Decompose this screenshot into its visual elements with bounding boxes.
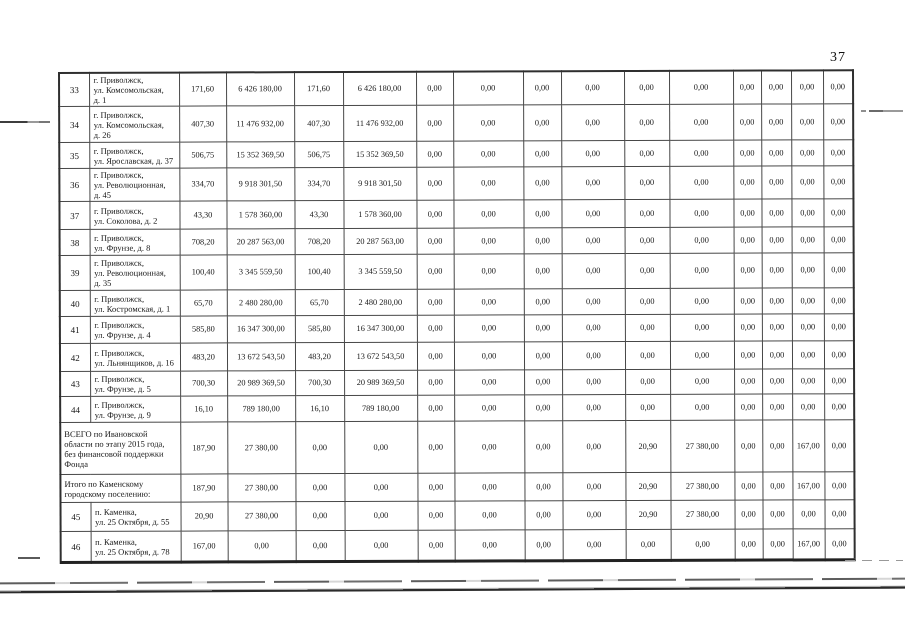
address-cell: г. Приволжск, ул. Фрунзе, д. 5 [90,371,180,396]
value-cell: 0,00 [735,529,763,560]
value-cell: 0,00 [792,253,824,288]
value-cell: 0,00 [733,166,761,199]
scan-dash-left-bottom [18,557,40,559]
table-row-42 [60,341,854,372]
value-cell: 0,00 [670,314,734,341]
value-cell: 0,00 [524,370,562,395]
value-cell: 0,00 [669,140,733,166]
value-cell: 0,00 [454,254,524,289]
value-cell: 0,00 [417,342,454,370]
value-cell: 0,00 [453,200,523,228]
value-cell: 0,00 [625,227,670,253]
value-cell: 0,00 [344,421,417,473]
value-cell: 0,00 [524,342,562,370]
value-cell: 483,20 [295,343,344,371]
table-row-41 [60,314,854,344]
table-row-40 [60,288,854,317]
value-cell: 0,00 [524,289,562,315]
value-cell: 0,00 [824,341,854,369]
value-cell: 0,00 [453,141,523,167]
value-cell: 1 578 360,00 [343,200,416,228]
value-cell: 0,00 [523,167,561,200]
value-cell: 0,00 [761,166,791,199]
value-cell: 0,00 [824,369,854,394]
value-cell: 0,00 [417,370,454,395]
value-cell: 0,00 [823,104,853,140]
address-cell: г. Приволжск, ул. Комсомольская, д. 1 [89,73,179,107]
value-cell: 0,00 [761,104,791,140]
value-cell: 0,00 [762,500,792,529]
value-cell: 27 380,00 [227,422,295,474]
value-cell: 0,00 [824,500,854,529]
value-cell: 0,00 [792,341,824,369]
value-cell: 0,00 [824,420,854,472]
value-cell: 334,70 [294,168,343,201]
scan-horizontal-rule-top [0,578,905,585]
table-row-36 [59,166,853,202]
value-cell: 0,00 [524,501,562,530]
value-cell: 0,00 [792,288,824,314]
value-cell: 0,00 [416,105,453,141]
scan-dash-right-bottom [845,560,903,561]
value-cell: 27 380,00 [670,500,734,529]
address-cell: г. Приволжск, ул. Фрунзе, д. 9 [90,396,180,422]
address-cell: г. Приволжск, ул. Революционная, д. 45 [89,168,179,201]
value-cell: 0,00 [296,502,345,531]
value-cell: 0,00 [454,370,524,395]
table-row-summary [60,420,854,475]
table-row-35 [59,140,853,169]
table-row-39 [60,253,854,291]
value-cell: 0,00 [733,140,761,166]
value-cell: 0,00 [562,395,625,421]
value-cell: 0,00 [824,288,854,314]
value-cell: 65,70 [295,290,344,316]
value-cell: 506,75 [179,142,226,168]
value-cell: 0,00 [733,199,761,227]
value-cell: 100,40 [180,255,227,290]
value-cell: 187,90 [180,422,227,474]
value-cell: 700,30 [295,371,344,396]
address-cell: г. Приволжск, ул. Комсомольская, д. 26 [89,106,179,142]
value-cell: 9 918 301,50 [226,168,294,201]
row-number-cell: 45 [61,502,91,531]
value-cell: 0,00 [295,474,344,502]
value-cell: 16,10 [295,396,344,422]
value-cell: 2 480 280,00 [344,289,417,315]
value-cell: 43,30 [294,201,343,229]
summary-label-cell: Итого по Каменскому городскому поселению: [60,474,180,502]
value-cell: 171,60 [294,72,343,106]
scan-dash-right-top [861,110,903,112]
value-cell: 13 672 543,50 [227,343,295,371]
scan-horizontal-rule-bottom [0,586,905,594]
value-cell: 27 380,00 [228,502,296,531]
value-cell: 0,00 [762,394,792,420]
value-cell: 0,00 [524,473,562,501]
value-cell: 0,00 [734,500,762,529]
value-cell: 0,00 [454,395,524,421]
value-cell: 0,00 [762,472,792,500]
address-cell: г. Приволжск, ул. Фрунзе, д. 4 [90,316,180,343]
value-cell: 0,00 [734,227,762,253]
value-cell: 100,40 [295,255,344,290]
value-cell: 11 476 932,00 [226,106,294,142]
value-cell: 0,00 [823,140,853,166]
value-cell: 0,00 [563,530,626,561]
value-cell: 20,90 [181,502,228,531]
value-cell: 0,00 [416,141,453,167]
address-cell: г. Приволжск, ул. Революционная, д. 35 [90,255,180,290]
value-cell: 0,00 [792,394,824,420]
value-cell: 0,00 [734,288,762,314]
value-cell: 0,00 [562,473,625,501]
value-cell: 0,00 [671,529,735,560]
table-row-43 [60,369,854,397]
value-cell: 20,90 [625,420,670,472]
value-cell: 789 180,00 [344,395,417,421]
value-cell: 0,00 [624,104,669,140]
value-cell: 0,00 [418,530,455,561]
value-cell: 0,00 [416,167,453,200]
value-cell: 0,00 [733,104,761,140]
value-cell: 20 989 369,50 [227,371,295,396]
value-cell: 27 380,00 [670,420,734,472]
value-cell: 20 989 369,50 [344,370,417,395]
value-cell: 0,00 [561,167,624,200]
row-number-cell: 46 [61,531,91,562]
value-cell: 6 426 180,00 [343,72,416,106]
table-row-34 [59,104,853,143]
value-cell: 0,00 [762,253,792,288]
value-cell: 0,00 [626,529,671,560]
value-cell: 0,00 [669,166,733,199]
value-cell: 0,00 [562,254,625,289]
address-cell: г. Приволжск, ул. Фрунзе, д. 8 [90,229,180,255]
row-number-cell: 36 [59,168,89,201]
value-cell: 0,00 [670,253,734,288]
value-cell: 0,00 [562,421,625,473]
address-cell: п. Каменка, ул. 25 Октября, д. 55 [91,502,181,531]
value-cell: 0,00 [734,394,762,420]
value-cell: 16 347 300,00 [227,316,295,343]
value-cell: 187,90 [180,474,227,502]
value-cell: 0,00 [345,530,418,561]
value-cell: 0,00 [562,342,625,370]
value-cell: 0,00 [625,314,670,341]
value-cell: 20,90 [625,500,670,529]
value-cell: 0,00 [561,71,624,105]
value-cell: 0,00 [454,421,524,473]
value-cell: 0,00 [417,315,454,342]
value-cell: 0,00 [624,199,669,227]
financial-data-table [58,69,856,564]
value-cell: 3 345 559,50 [227,255,295,290]
value-cell: 0,00 [733,71,761,105]
value-cell: 0,00 [669,199,733,227]
summary-label-cell: ВСЕГО по Ивановской области по этапу 2015 года, без финансовой поддержки Фонда [60,422,180,474]
value-cell: 0,00 [454,342,524,370]
value-cell: 0,00 [455,501,525,530]
value-cell: 0,00 [824,472,854,500]
value-cell: 65,70 [180,290,227,316]
value-cell: 0,00 [454,289,524,315]
value-cell: 11 476 932,00 [343,105,416,141]
value-cell: 0,00 [417,289,454,315]
value-cell: 0,00 [453,71,523,105]
value-cell: 0,00 [228,531,296,562]
value-cell: 0,00 [454,228,524,254]
page-number: 37 [830,50,846,65]
value-cell: 0,00 [824,314,854,341]
value-cell: 0,00 [295,422,344,474]
value-cell: 0,00 [345,501,418,530]
address-cell: г. Приволжск, ул. Льнянщиков, д. 16 [90,343,180,371]
value-cell: 0,00 [523,105,561,141]
value-cell: 0,00 [761,199,791,227]
value-cell: 0,00 [670,394,734,420]
value-cell: 0,00 [823,70,853,104]
table-row-summary [60,472,854,503]
value-cell: 0,00 [734,369,762,394]
value-cell: 0,00 [523,141,561,167]
value-cell: 0,00 [734,472,762,500]
value-cell: 167,00 [793,529,825,560]
value-cell: 0,00 [824,394,854,420]
value-cell: 0,00 [823,199,853,227]
value-cell: 16 347 300,00 [344,315,417,342]
value-cell: 0,00 [792,227,824,253]
value-cell: 0,00 [523,71,561,105]
value-cell: 0,00 [792,314,824,341]
row-number-cell: 43 [60,371,90,396]
address-cell: г. Приволжск, ул. Ярославская, д. 37 [89,142,179,168]
value-cell: 0,00 [454,473,524,501]
value-cell: 43,30 [179,201,226,229]
value-cell: 585,80 [180,316,227,343]
value-cell: 171,60 [179,72,226,106]
address-cell: г. Приволжск, ул. Соколова, д. 2 [89,201,179,229]
value-cell: 0,00 [344,473,417,501]
value-cell: 0,00 [669,71,733,105]
value-cell: 0,00 [417,421,454,473]
value-cell: 0,00 [823,166,853,199]
value-cell: 407,30 [294,106,343,142]
value-cell: 0,00 [734,253,762,288]
value-cell: 20,90 [625,472,670,500]
value-cell: 13 672 543,50 [344,342,417,370]
value-cell: 0,00 [670,369,734,394]
value-cell: 0,00 [670,227,734,253]
value-cell: 0,00 [670,341,734,369]
address-cell: п. Каменка, ул. 25 Октября, д. 78 [91,531,181,562]
value-cell: 0,00 [625,369,670,394]
value-cell: 0,00 [296,531,345,562]
value-cell: 0,00 [670,288,734,314]
value-cell: 2 480 280,00 [227,290,295,316]
value-cell: 0,00 [562,228,625,254]
value-cell: 585,80 [295,316,344,343]
table-row-38 [60,227,854,256]
row-number-cell: 39 [60,255,90,290]
table-row-37 [59,199,853,230]
value-cell: 0,00 [524,421,562,473]
value-cell: 0,00 [792,500,824,529]
value-cell: 0,00 [791,140,823,166]
address-cell: г. Приволжск, ул. Костромская, д. 1 [90,290,180,316]
value-cell: 407,30 [179,106,226,142]
value-cell: 0,00 [763,529,793,560]
value-cell: 0,00 [825,529,855,560]
value-cell: 6 426 180,00 [226,72,294,106]
value-cell: 0,00 [824,253,854,288]
value-cell: 708,20 [180,229,227,255]
value-cell: 27 380,00 [670,472,734,500]
value-cell: 0,00 [791,166,823,199]
value-cell: 0,00 [524,228,562,254]
value-cell: 506,75 [294,142,343,168]
row-number-cell: 35 [59,142,89,168]
table-row-46 [61,529,855,563]
value-cell: 20 287 563,00 [344,228,417,254]
value-cell: 0,00 [562,501,625,530]
value-cell: 0,00 [734,420,762,472]
value-cell: 0,00 [762,341,792,369]
row-number-cell: 42 [60,343,90,371]
value-cell: 700,30 [180,371,227,396]
value-cell: 0,00 [416,72,453,106]
value-cell: 0,00 [524,395,562,421]
value-cell: 0,00 [417,395,454,421]
value-cell: 0,00 [416,200,453,228]
value-cell: 0,00 [762,420,792,472]
value-cell: 0,00 [562,289,625,315]
value-cell: 0,00 [625,253,670,288]
value-cell: 167,00 [792,472,824,500]
value-cell: 0,00 [761,70,791,104]
value-cell: 0,00 [669,104,733,140]
value-cell: 0,00 [562,370,625,395]
value-cell: 0,00 [762,369,792,394]
value-cell: 0,00 [624,140,669,166]
value-cell: 0,00 [454,315,524,342]
value-cell: 20 287 563,00 [227,229,295,255]
row-number-cell: 34 [59,106,89,142]
value-cell: 0,00 [417,228,454,254]
value-cell: 0,00 [624,71,669,105]
value-cell: 0,00 [734,314,762,341]
value-cell: 0,00 [525,530,563,561]
value-cell: 0,00 [562,315,625,342]
row-number-cell: 38 [60,229,90,255]
value-cell: 3 345 559,50 [344,254,417,289]
value-cell: 0,00 [734,341,762,369]
value-cell: 16,10 [180,396,227,422]
value-cell: 0,00 [791,104,823,140]
value-cell: 0,00 [561,105,624,141]
value-cell: 708,20 [295,229,344,255]
value-cell: 27 380,00 [227,474,295,502]
value-cell: 0,00 [625,288,670,314]
value-cell: 334,70 [179,168,226,201]
table-row-45 [61,500,855,532]
table-row-44 [60,394,854,423]
value-cell: 0,00 [417,473,454,501]
value-cell: 0,00 [761,140,791,166]
value-cell: 167,00 [181,531,228,562]
value-cell: 789 180,00 [227,396,295,422]
scan-dash-left-top [0,121,50,123]
value-cell: 0,00 [824,227,854,253]
value-cell: 15 352 369,50 [343,141,416,167]
value-cell: 0,00 [561,200,624,228]
table-row-33 [59,70,853,106]
value-cell: 0,00 [762,314,792,341]
row-number-cell: 40 [60,290,90,316]
value-cell: 483,20 [180,343,227,371]
value-cell: 0,00 [624,166,669,199]
value-cell: 0,00 [453,167,523,200]
value-cell: 167,00 [792,420,824,472]
value-cell: 0,00 [791,70,823,104]
value-cell: 0,00 [762,288,792,314]
value-cell: 0,00 [561,141,624,167]
row-number-cell: 33 [59,73,89,107]
row-number-cell: 44 [60,396,90,422]
value-cell: 0,00 [524,315,562,342]
value-cell: 1 578 360,00 [226,201,294,229]
value-cell: 0,00 [453,105,523,141]
value-cell: 0,00 [455,530,525,561]
value-cell: 0,00 [791,199,823,227]
value-cell: 0,00 [625,394,670,420]
value-cell: 0,00 [418,501,455,530]
value-cell: 0,00 [524,254,562,289]
value-cell: 0,00 [625,341,670,369]
value-cell: 0,00 [792,369,824,394]
row-number-cell: 41 [60,316,90,343]
row-number-cell: 37 [59,201,89,229]
value-cell: 0,00 [523,200,561,228]
value-cell: 9 918 301,50 [343,167,416,200]
value-cell: 0,00 [417,254,454,289]
value-cell: 15 352 369,50 [226,142,294,168]
value-cell: 0,00 [762,227,792,253]
